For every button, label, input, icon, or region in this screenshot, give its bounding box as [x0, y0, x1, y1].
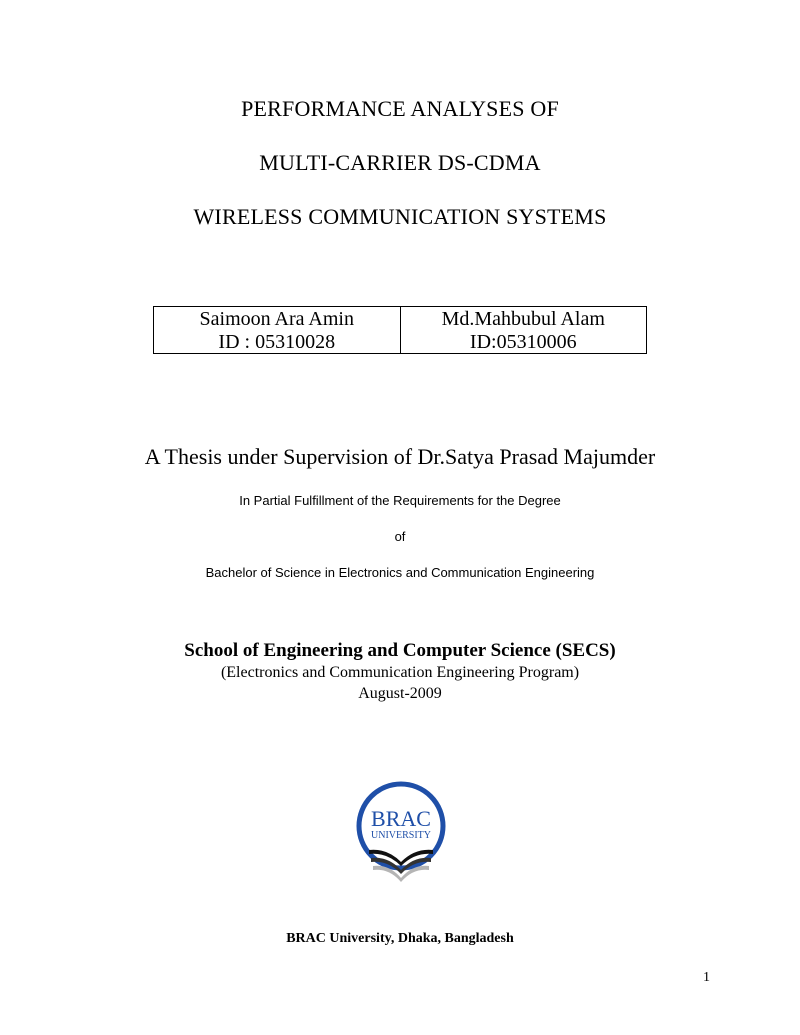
program-name: (Electronics and Communication Engineering Program): [220, 664, 580, 681]
school-name: School of Engineering and Computer Science (SECS): [184, 640, 616, 661]
author-id: ID : 05310028: [218, 331, 336, 353]
page-number: 1: [703, 970, 710, 985]
supervision-line: A Thesis under Supervision of Dr.Satya Prasad Majumder: [144, 444, 656, 469]
title-line-3: WIRELESS COMMUNICATION SYSTEMS: [193, 204, 607, 229]
location-line: BRAC University, Dhaka, Bangladesh: [286, 931, 514, 946]
title-line-2: MULTI-CARRIER DS-CDMA: [259, 150, 541, 175]
author-id: ID:05310006: [469, 331, 577, 353]
logo-brac-text: BRAC: [371, 806, 431, 831]
open-book-icon: [369, 850, 433, 882]
title-line-1: PERFORMANCE ANALYSES OF: [241, 96, 559, 121]
logo-university-text: UNIVERSITY: [371, 830, 431, 841]
author-name: Md.Mahbubul Alam: [441, 308, 605, 330]
author-name: Saimoon Ara Amin: [199, 308, 354, 330]
fulfillment-line-1: In Partial Fulfillment of the Requirements for the Degree: [239, 493, 561, 508]
fulfillment-line-2: of: [394, 529, 406, 544]
thesis-date: August-2009: [358, 685, 442, 702]
author-cell-2: [400, 307, 647, 353]
fulfillment-line-3: Bachelor of Science in Electronics and Communication Engineering: [205, 565, 595, 580]
brac-university-logo: [355, 780, 447, 892]
author-cell-1: [154, 307, 400, 353]
authors-table: [153, 306, 647, 354]
